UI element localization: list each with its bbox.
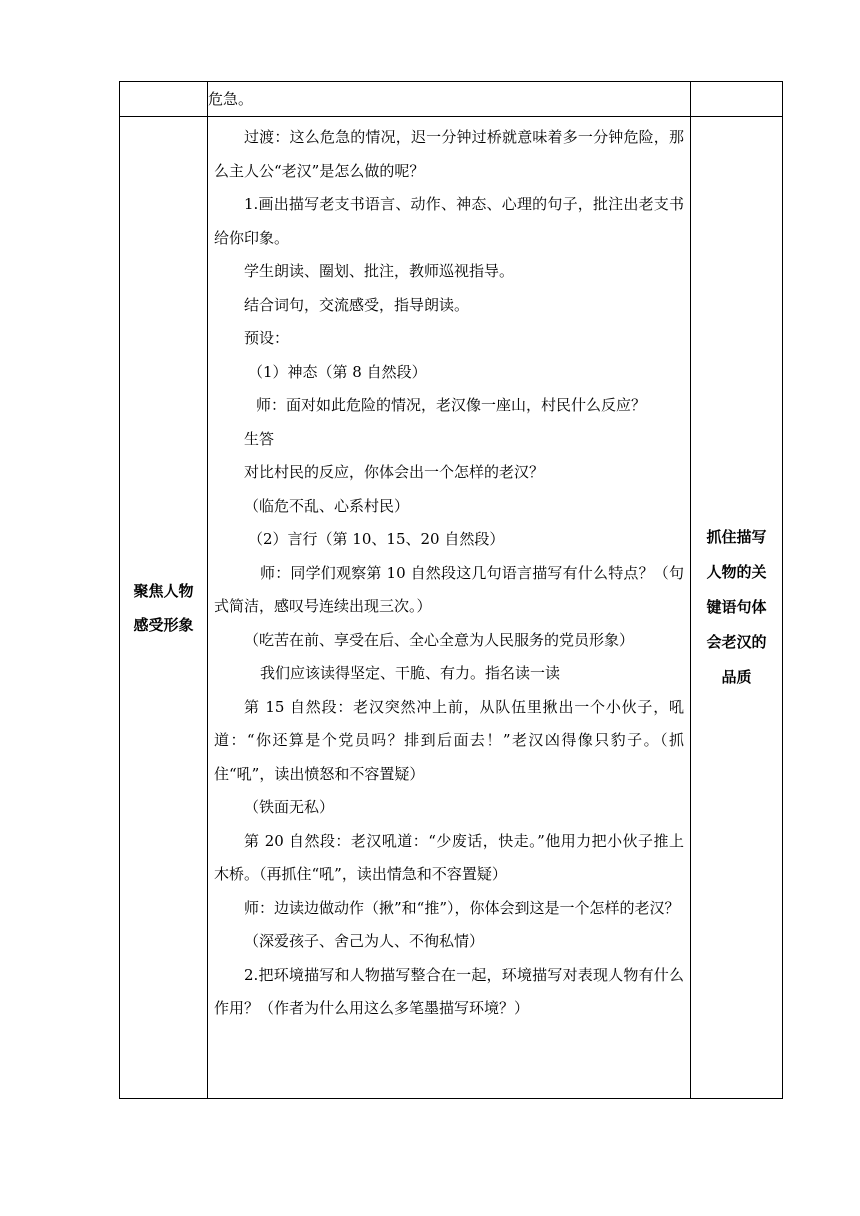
- note-cell-empty: [691, 82, 783, 117]
- content-paragraph: 第 15 自然段：老汉突然冲上前，从队伍里揪出一个小伙子，吼道：“你还算是个党员吗？排到后面去！”老汉凶得像只豹子。（抓住“吼”，读出愤怒和不容置疑）: [214, 697, 684, 783]
- content-paragraph: （2）言行（第 10、15、20 自然段）: [248, 530, 505, 548]
- note-line: 抓住描写: [706, 528, 767, 546]
- content-paragraph: 1.画出描写老支书语言、动作、神态、心理的句子，批注出老支书给你印象。: [214, 195, 684, 247]
- content-paragraph: 学生朗读、圈划、批注，教师巡视指导。: [244, 262, 515, 280]
- content-paragraph: 生答: [244, 429, 275, 448]
- content-paragraph: 第 20 自然段：老汉吼道：“少废话，快走。”他用力把小伙子推上木桥。（再抓住“吼”，读出情急和不容置疑）: [214, 831, 684, 883]
- stage-title-line: 聚焦人物: [133, 581, 194, 600]
- content-paragraph: （铁面无私）: [244, 798, 335, 816]
- continuation-text: 危急。: [208, 82, 691, 117]
- content-paragraph: （深爱孩子、舍己为人、不徇私情）: [244, 932, 485, 950]
- content-paragraph: （临危不乱、心系村民）: [244, 496, 410, 515]
- content-paragraph: 对比村民的反应，你体会出一个怎样的老汉？: [244, 463, 545, 481]
- continuation-row: [120, 82, 783, 117]
- paragraph-list: [214, 121, 684, 1026]
- content-paragraph: （1）神态（第 8 自然段）: [248, 362, 427, 381]
- main-row: [120, 117, 783, 1099]
- design-note: [691, 117, 783, 1099]
- content-paragraph: 过渡：这么危急的情况，迟一分钟过桥就意味着多一分钟危险，那么主人公“老汉”是怎么做的呢？: [214, 128, 684, 180]
- note-line: 品质: [721, 668, 752, 686]
- content-paragraph: 师：边读边做动作（揪”和“推”），你体会到这是一个怎样的老汉？: [244, 898, 680, 917]
- content-paragraph: 师：面对如此危险的情况，老汉像一座山，村民什么反应？: [256, 396, 647, 414]
- stage-cell-empty: [120, 82, 208, 117]
- content-paragraph: 我们应该读得坚定、干脆、有力。指名读一读: [260, 664, 561, 682]
- stage-title-line: 感受形象: [133, 615, 194, 634]
- note-line: 人物的关: [706, 563, 767, 581]
- lesson-plan-table: [119, 81, 783, 1099]
- content-paragraph: 师：同学们观察第 10 自然段这几句语言描写有什么特点？（句式简洁，感叹号连续出现三次。）: [214, 563, 684, 615]
- content-paragraph: （吃苦在前、享受在后、全心全意为人民服务的党员形象）: [244, 630, 635, 649]
- content-paragraph: 预设：: [244, 329, 290, 347]
- stage-title: [120, 117, 208, 1099]
- teaching-content: [208, 117, 691, 1099]
- note-line: 键语句体: [706, 598, 767, 616]
- content-paragraph: 2.把环境描写和人物描写整合在一起，环境描写对表现人物有什么作用？（作者为什么用这么多笔墨描写环境？）: [214, 965, 684, 1017]
- note-line: 会老汉的: [706, 633, 767, 651]
- content-paragraph: 结合词句，交流感受，指导朗读。: [244, 295, 470, 314]
